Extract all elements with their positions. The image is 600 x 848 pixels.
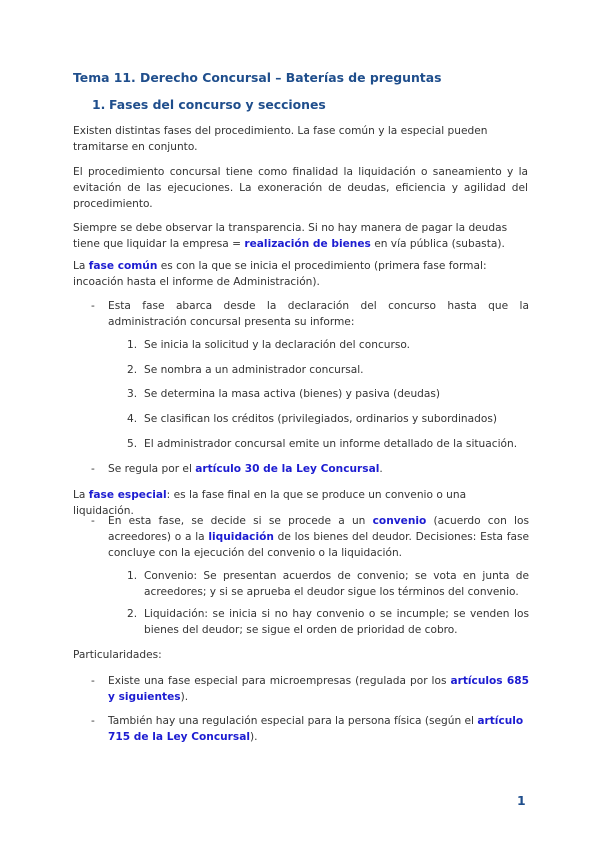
text-segment: Se regula por el (108, 463, 196, 475)
list-item (91, 513, 529, 562)
step-number: 3. (127, 388, 138, 400)
highlight-articulos-685: artículos 685 y siguientes (108, 675, 529, 704)
section-title: Fases del concurso y secciones (109, 97, 326, 112)
text-segment: La (73, 260, 89, 272)
highlight-fase-especial: fase especial (88, 489, 167, 501)
text-segment: . (379, 463, 383, 475)
paragraph-finalidad: El procedimiento concursal tiene como finalidad la liquidación o saneamiento y la evitación de las ejecuciones. La exoneración de deudas, eficiencia y agilidad del procedimiento. (73, 166, 528, 211)
text-segment: La (73, 489, 89, 501)
text-segment: Siempre se debe observar la transparencia. Si no hay manera de pagar la deudas tiene que liquidar la empresa = (73, 222, 508, 251)
text-segment: Existe una fase especial para microempresas (regulada por los (108, 675, 451, 687)
step-text: El administrador concursal emite un informe detallado de la situación. (144, 438, 518, 450)
bullet-text (108, 513, 529, 562)
list-item (127, 411, 529, 427)
bullet-dash: - (91, 715, 95, 727)
step-text: Liquidación: se inicia si no hay convenio o se incumple; se venden los bienes del deudor; se sigue el orden de prioridad de cobro. (144, 608, 529, 637)
document-title: Tema 11. Derecho Concursal – Baterías de preguntas (73, 70, 442, 85)
bullet-text (108, 713, 529, 745)
text-segment: de los bienes del deudor. Decisiones: Esta fase concluye con la ejecución del convenio o la liquidación. (108, 531, 530, 560)
highlight-articulo-30: artículo 30 de la Ley Concursal (195, 463, 380, 475)
text-segment: : es la fase final en la que se produce un convenio o una liquidación. (73, 489, 467, 518)
text-segment: En esta fase, se decide si se procede a un (108, 515, 373, 527)
bullet-dash: - (91, 515, 95, 527)
list-item (127, 568, 529, 600)
section-number: 1. (92, 97, 106, 112)
list-item (127, 337, 529, 353)
list-item (127, 386, 529, 402)
list-item (127, 606, 529, 638)
section-heading (92, 97, 326, 112)
text-segment: (acuerdo con los acreedores) o a la (108, 515, 530, 544)
step-text: Se nombra a un administrador concursal. (144, 364, 364, 376)
paragraph-fase-comun (73, 258, 528, 290)
highlight-convenio: convenio (372, 515, 427, 527)
highlight-realizacion-bienes: realización de bienes (244, 238, 371, 251)
step-number: 4. (127, 413, 138, 425)
list-item (127, 436, 529, 452)
text-segment: También hay una regulación especial para la persona física (según el (108, 715, 478, 727)
text-segment: ). (249, 731, 258, 744)
list-item (127, 362, 529, 378)
step-text: Convenio: Se presentan acuerdos de convenio; se vota en junta de acreedores; y si se aprueba el deudor sigue los términos del convenio. (144, 570, 529, 599)
bullet-text (108, 461, 529, 477)
bullet-text: Esta fase abarca desde la declaración del concurso hasta que la administración concursal presenta su informe: (108, 300, 529, 329)
text-segment: es con la que se inicia el procedimiento (primera fase formal: incoación hasta el informe de Administración). (73, 260, 487, 289)
bullet-dash: - (91, 675, 95, 687)
bullet-dash: - (91, 300, 95, 312)
list-item (91, 713, 529, 745)
step-number: 1. (127, 570, 138, 582)
text-segment: en vía pública (subasta). (370, 238, 505, 251)
bullet-dash: - (91, 463, 95, 475)
step-text: Se determina la masa activa (bienes) y pasiva (deudas) (144, 388, 441, 400)
list-item (91, 298, 529, 330)
step-number: 5. (127, 438, 138, 450)
step-text: Se clasifican los créditos (privilegiados, ordinarios y subordinados) (144, 413, 497, 425)
highlight-liquidacion: liquidación (208, 531, 274, 544)
highlight-fase-comun: fase común (88, 260, 158, 272)
list-item (91, 673, 529, 705)
text-segment: ). (180, 691, 189, 704)
page-number: 1 (517, 793, 526, 808)
highlight-articulo-715: artículo 715 de la Ley Concursal (108, 715, 524, 744)
step-number: 2. (127, 364, 138, 376)
step-number: 1. (127, 339, 138, 351)
paragraph-particularidades: Particularidades: (73, 649, 162, 661)
step-number: 2. (127, 608, 138, 620)
step-text: Se inicia la solicitud y la declaración del concurso. (144, 339, 411, 351)
paragraph-fases: Existen distintas fases del procedimiento. La fase común y la especial pueden tramitarse en conjunto. (73, 125, 488, 154)
list-item (91, 461, 529, 477)
bullet-text (108, 673, 529, 705)
paragraph-transparencia (73, 220, 528, 252)
